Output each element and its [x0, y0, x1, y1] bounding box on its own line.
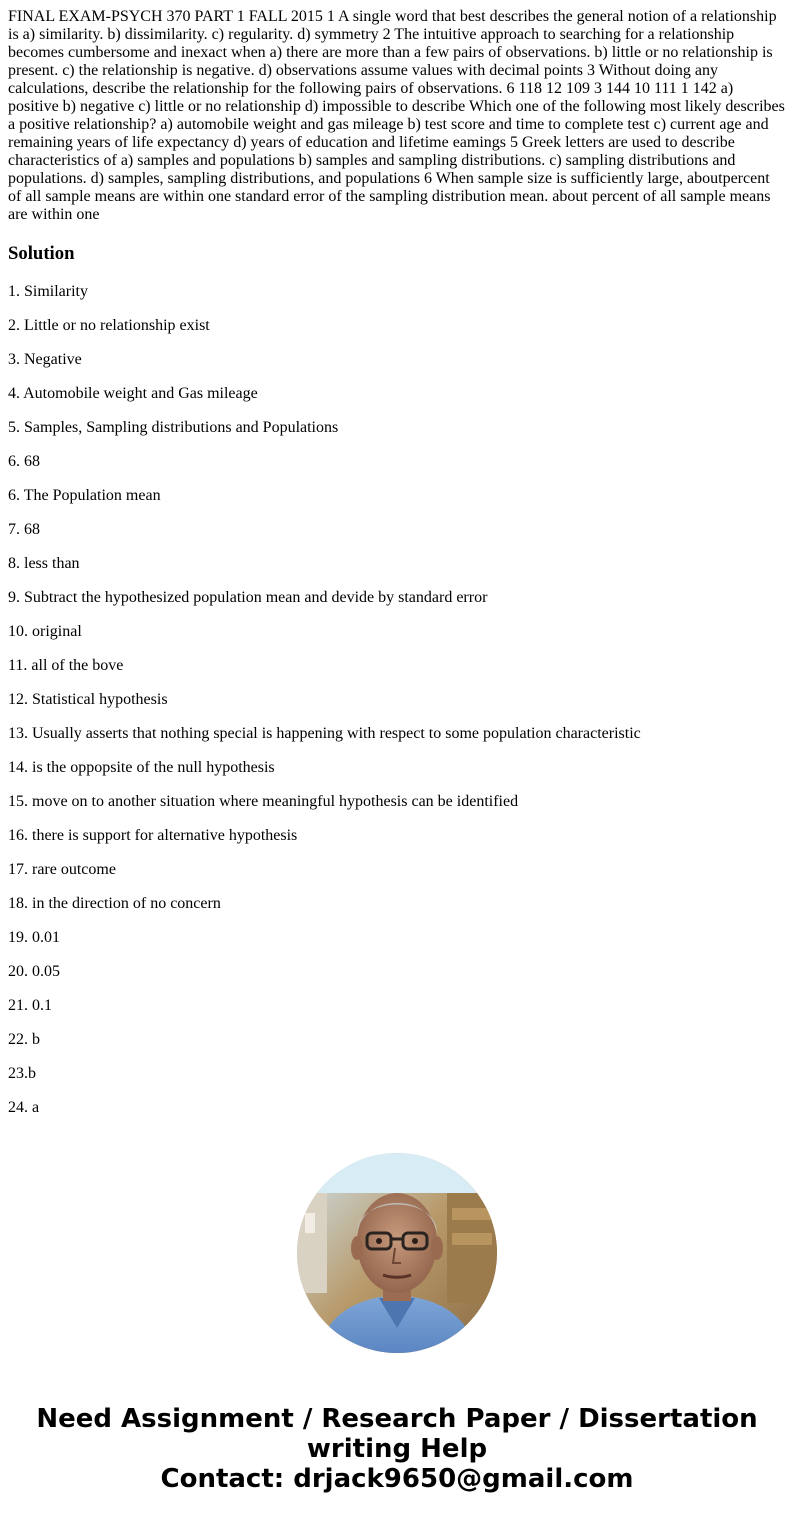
- answer-item: 17. rare outcome: [8, 861, 116, 878]
- answer-item: 16. there is support for alternative hypothesis: [8, 827, 298, 844]
- answer-item: 8. less than: [8, 555, 80, 572]
- promo-contact: Contact: drjack9650@gmail.com: [160, 1464, 634, 1494]
- answer-item: 1. Similarity: [8, 283, 88, 300]
- answer-item: 11. all of the bove: [8, 657, 124, 674]
- answer-item: 13. Usually asserts that nothing special is happening with respect to some population characteristic: [8, 725, 641, 742]
- answer-item: 20. 0.05: [8, 963, 60, 980]
- answer-item: 2. Little or no relationship exist: [8, 317, 210, 334]
- answer-item: 7. 68: [8, 521, 40, 538]
- answer-item: 3. Negative: [8, 351, 82, 368]
- author-avatar: [297, 1153, 497, 1353]
- answer-item: 23.b: [8, 1065, 36, 1082]
- answer-item: 5. Samples, Sampling distributions and Populations: [8, 419, 339, 436]
- solution-heading: Solution: [8, 243, 75, 264]
- answer-item: 10. original: [8, 623, 82, 640]
- answer-item: 24. a: [8, 1099, 40, 1116]
- answer-item: 4. Automobile weight and Gas mileage: [8, 385, 258, 402]
- answer-item: 19. 0.01: [8, 929, 60, 946]
- answer-item: 12. Statistical hypothesis: [8, 691, 168, 708]
- answer-item: 9. Subtract the hypothesized population mean and devide by standard error: [8, 589, 488, 606]
- answer-item: 21. 0.1: [8, 997, 52, 1014]
- question-text: FINAL EXAM-PSYCH 370 PART 1 FALL 2015 1 A single word that best describes the general notion of a relationship is a) similarity. b) dissimilarity. c) regularity. d) symmetry 2 The intuitive approach to searching for a relationship becomes cumbersome and inexact when a) there are more than a few pairs of observations. b) little or no relationship is present. c) the relationship is negative. d) observations assume values with decimal points 3 Without doing any calculations, describe the relationship for the following pairs of observations. 6 118 12 109 3 144 10 111 1 142 a) positive b) negative c) little or no relationship d) impossible to describe Which one of the following most likely describes a positive relationship? a) automobile weight and gas mileage b) test score and time to complete test c) current age and remaining years of life expectancy d) years of education and lifetime eamings 5 Greek letters are used to describe characteristics of a) samples and populations b) samples and sampling distributions. c) sampling distributions and populations. d) samples, sampling distributions, and populations 6 When sample size is sufficiently large, aboutpercent of all sample means are within one standard error of the sampling distribution mean. about percent of all sample means are within one: [8, 8, 785, 223]
- answer-item: 14. is the oppopsite of the null hypothesis: [8, 759, 275, 776]
- author-portrait: [297, 1153, 497, 1353]
- promo-banner: [0, 1404, 794, 1494]
- answer-item: 18. in the direction of no concern: [8, 895, 221, 912]
- answer-item: 6. The Population mean: [8, 487, 161, 504]
- promo-line: Need Assignment / Research Paper / Dissertation: [36, 1404, 758, 1434]
- answer-item: 6. 68: [8, 453, 40, 470]
- answer-list: [8, 283, 786, 1133]
- answer-item: 22. b: [8, 1031, 40, 1048]
- promo-line: writing Help: [306, 1434, 488, 1464]
- answer-item: 15. move on to another situation where meaningful hypothesis can be identified: [8, 793, 519, 810]
